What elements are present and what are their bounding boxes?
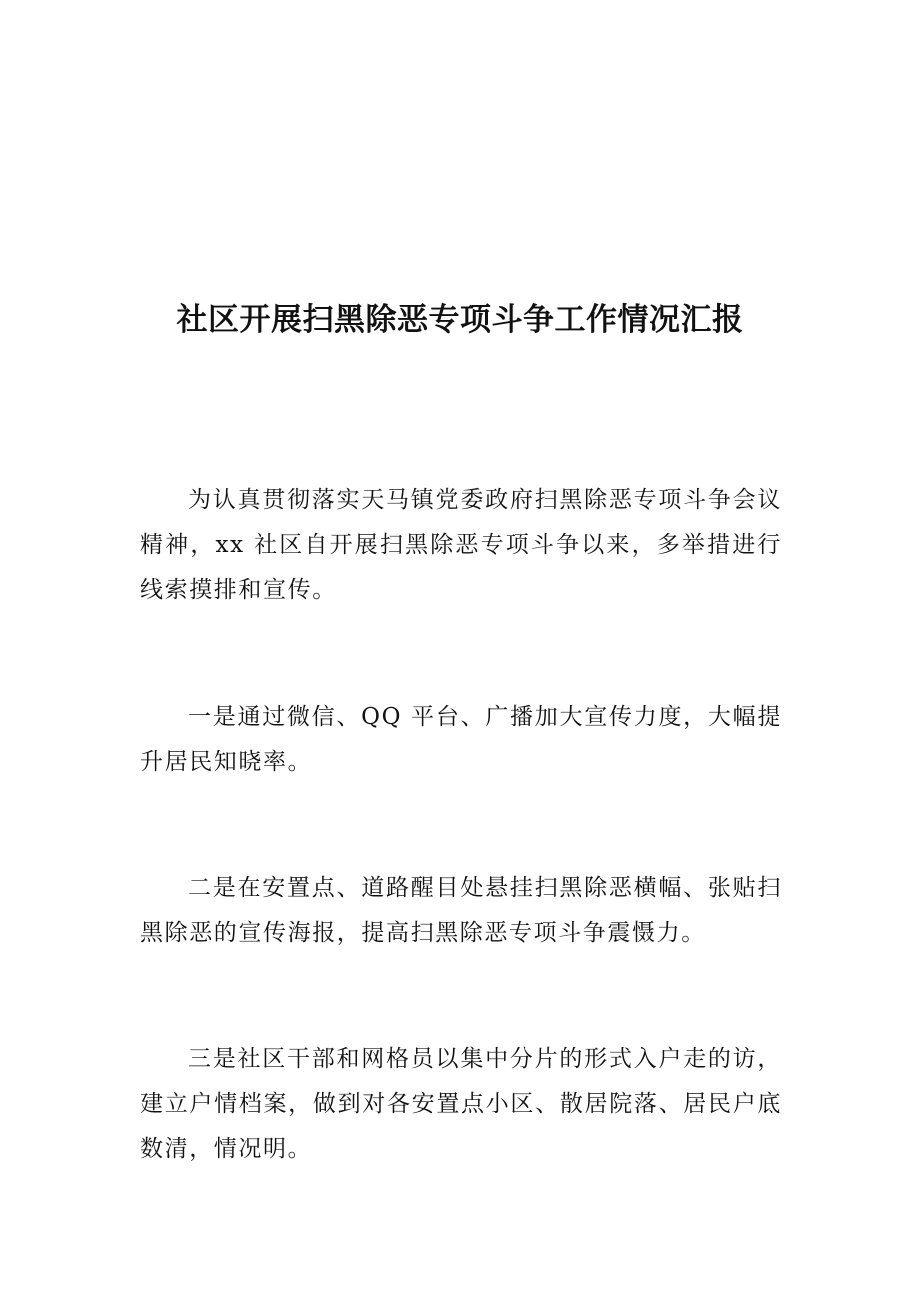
paragraph-intro: 为认真贯彻落实天马镇党委政府扫黑除恶专项斗争会议精神，xx 社区自开展扫黑除恶专项斗争以来，多举措进行线索摸排和宣传。 — [140, 487, 782, 603]
paragraph-point-one: 一是通过微信、QQ 平台、广播加大宣传力度，大幅提升居民知晓率。 — [140, 704, 782, 775]
paragraph-point-two: 二是在安置点、道路醒目处悬挂扫黑除恶横幅、张贴扫黑除恶的宣传海报，提高扫黑除恶专项斗争震慑力。 — [140, 875, 782, 946]
paragraph-point-three: 三是社区干部和网格员以集中分片的形式入户走的访，建立户情档案，做到对各安置点小区、散居院落、居民户底数清，情况明。 — [140, 1046, 782, 1162]
document-title: 社区开展扫黑除恶专项斗争工作情况汇报 — [176, 302, 744, 338]
